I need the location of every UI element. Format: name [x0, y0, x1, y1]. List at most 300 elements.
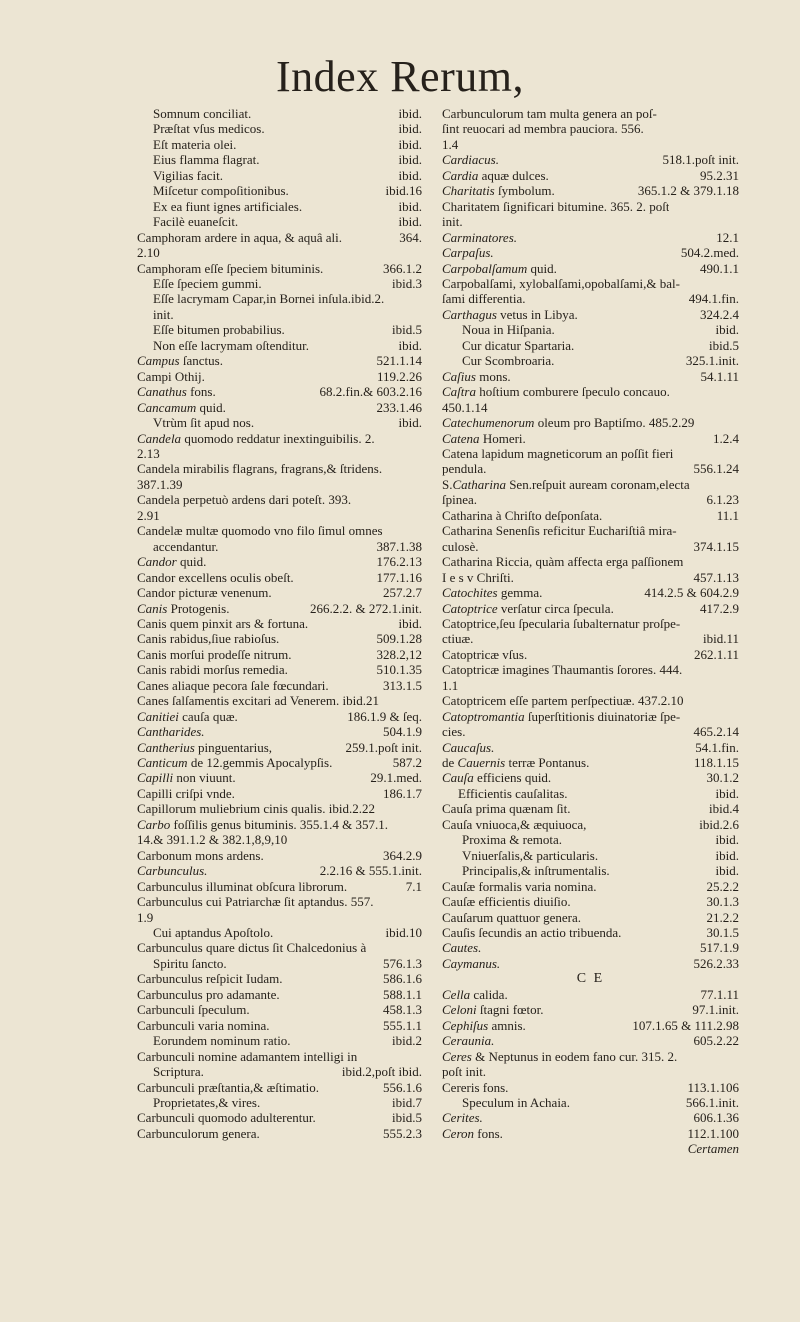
- index-entry: [137, 369, 422, 384]
- entry-words: Facilè euaneſcit.: [153, 214, 239, 230]
- entry-words: ſami differentia.: [442, 291, 526, 307]
- entry-words: ſanctus.: [179, 353, 223, 369]
- entry-reference: ibid.: [715, 847, 739, 863]
- entry-words: Camphoram eſſe ſpeciem bituminis.: [137, 260, 324, 276]
- entry-text: [442, 770, 551, 785]
- entry-words: Catharina Riccia, quàm affecta erga paſſionem: [442, 554, 684, 570]
- entry-text: [137, 678, 329, 693]
- entry-words: quid.: [176, 554, 207, 570]
- entry-text: [442, 662, 682, 677]
- index-entry: [442, 740, 739, 755]
- right-column: [442, 106, 739, 1157]
- entry-keyword: Celoni: [442, 1002, 477, 1018]
- entry-words: Sen.reſpuit auream coronam,electa: [505, 476, 690, 492]
- entry-reference: 186.1.7: [383, 785, 422, 801]
- entry-keyword: Catena: [442, 430, 480, 446]
- entry-text: [153, 1064, 204, 1079]
- entry-text: [153, 307, 174, 322]
- entry-reference: 112.1.100: [687, 1125, 739, 1141]
- entry-text: [442, 415, 694, 430]
- index-entry: [442, 801, 739, 816]
- entry-text: [137, 431, 375, 446]
- index-entry-continuation: [137, 539, 422, 554]
- index-entry: [137, 106, 422, 121]
- index-entry: [442, 1002, 739, 1017]
- entry-text: [137, 1080, 319, 1095]
- entry-words: Catoptricæ vſus.: [442, 646, 528, 662]
- entry-keyword: Caſius: [442, 368, 476, 384]
- index-entry: [137, 183, 422, 198]
- entry-keyword: Carthagus: [442, 306, 497, 322]
- index-entry: [137, 601, 422, 616]
- index-entry: [442, 647, 739, 662]
- entry-keyword: Canticum: [137, 755, 188, 771]
- index-entry: [442, 940, 739, 955]
- entry-text: [442, 245, 494, 260]
- entry-text: [153, 291, 384, 306]
- entry-text: [153, 137, 236, 152]
- entry-words: calida.: [470, 986, 508, 1002]
- index-entry: [137, 678, 422, 693]
- entry-text: [442, 1049, 677, 1064]
- index-entry: [137, 940, 422, 955]
- entry-text: [137, 508, 160, 523]
- index-entry: [137, 492, 422, 507]
- index-entry: [442, 817, 739, 832]
- entry-reference: ibid.: [398, 121, 422, 137]
- entry-reference: ibid.5: [392, 1110, 422, 1126]
- index-entry: [137, 724, 422, 739]
- entry-words: 1.4: [442, 136, 459, 152]
- entry-text: [137, 1126, 260, 1141]
- entry-text: [137, 709, 238, 724]
- entry-reference: 54.1.11: [700, 368, 739, 384]
- entry-reference: 68.2.fin.& 603.2.16: [319, 384, 422, 400]
- entry-text: [153, 121, 265, 136]
- entry-keyword: Charitatis: [442, 183, 495, 199]
- index-entry: [137, 554, 422, 569]
- entry-reference: 313.1.5: [383, 677, 422, 693]
- entry-text: [442, 461, 486, 476]
- entry-text: [462, 322, 555, 337]
- entry-words: 387.1.39: [137, 476, 183, 492]
- entry-text: [153, 1095, 260, 1110]
- entry-words: Canes ſalſamentis excitari ad Venerem. ibid.21: [137, 693, 379, 709]
- entry-text: [137, 369, 205, 384]
- entry-text: [442, 956, 500, 971]
- entry-words: Canis rabidus,ſiue rabioſus.: [137, 631, 280, 647]
- entry-reference: 566.1.init.: [685, 1095, 739, 1110]
- entry-keyword: Canis: [137, 600, 168, 616]
- entry-reference: ibid.: [715, 322, 739, 338]
- index-entry: [137, 199, 422, 214]
- entry-reference: ibid.: [715, 832, 739, 848]
- entry-words: culosè.: [442, 538, 479, 554]
- entry-words: Eſt materia olei.: [153, 136, 237, 152]
- entry-words: Carbunculus reſpicit Iudam.: [137, 971, 283, 987]
- entry-keyword: Candela: [137, 430, 182, 446]
- entry-text: [137, 230, 342, 245]
- entry-words: aquæ dulces.: [478, 167, 549, 183]
- entry-reference: 1.2.4: [713, 430, 739, 446]
- index-entry: [442, 1126, 739, 1141]
- entry-text: [442, 523, 677, 538]
- entry-text: [137, 461, 382, 476]
- entry-words: oleum pro Baptiſmo. 485.2.29: [534, 415, 695, 431]
- entry-text: [462, 1095, 570, 1110]
- index-entry-continuation: [442, 631, 739, 646]
- entry-words: Cui aptandus Apoſtolo.: [153, 925, 274, 941]
- entry-keyword: Cella: [442, 986, 471, 1002]
- entry-reference: ibid.7: [392, 1095, 422, 1110]
- entry-keyword: Carminatores.: [442, 229, 517, 245]
- entry-reference: 262.1.11: [693, 646, 739, 662]
- entry-words: foſſilis genus bituminis. 355.1.4 & 357.1.: [170, 816, 388, 832]
- entry-reference: 457.1.13: [693, 569, 739, 585]
- entry-text: [442, 1110, 483, 1125]
- entry-text: [442, 1002, 543, 1017]
- entry-words: Speculum in Achaia.: [462, 1095, 570, 1110]
- entry-words: Camphoram ardere in aqua, & aquâ ali.: [137, 229, 343, 245]
- entry-words: Candor picturæ venenum.: [137, 585, 272, 601]
- entry-text: [137, 446, 160, 461]
- entry-keyword: Cerites.: [442, 1110, 483, 1126]
- entry-text: [137, 879, 347, 894]
- index-entry: [137, 461, 422, 476]
- entry-words: Catharina à Chriſto deſponſata.: [442, 507, 603, 523]
- index-entry: [137, 276, 422, 291]
- entry-text: [442, 631, 473, 646]
- entry-words: Carbunculorum genera.: [137, 1125, 260, 1141]
- index-entry: [442, 1080, 739, 1095]
- entry-words: hoſtium comburere ſpeculo concauo.: [475, 384, 670, 400]
- entry-text: [442, 1064, 486, 1079]
- entry-reference: 77.1.11: [700, 986, 739, 1002]
- entry-text: [442, 570, 514, 585]
- entry-reference: 518.1.poſt init.: [662, 152, 739, 168]
- entry-keyword: Catochites: [442, 585, 498, 601]
- entry-text: [153, 925, 273, 940]
- entry-text: [153, 322, 285, 337]
- entry-reference: 266.2.2. & 272.1.init.: [310, 600, 422, 616]
- entry-reference: 176.2.13: [376, 554, 422, 570]
- entry-text: [442, 1033, 494, 1048]
- entry-reference: 11.1: [716, 507, 739, 523]
- index-entry: [442, 770, 739, 785]
- index-entry: [442, 894, 739, 909]
- entry-reference: 364.2.9: [383, 847, 422, 863]
- entry-words: Cur dicatur Spartaria.: [462, 337, 575, 353]
- entry-text: [442, 554, 683, 569]
- index-entry-continuation: [137, 508, 422, 523]
- entry-text: [153, 183, 289, 198]
- entry-keyword: Ceron: [442, 1125, 475, 1141]
- entry-words: Capilli criſpi vnde.: [137, 785, 235, 801]
- index-entry: [442, 910, 739, 925]
- entry-reference: ibid.: [398, 167, 422, 183]
- entry-words: pendula.: [442, 461, 487, 477]
- entry-words: Proprietates,& vires.: [153, 1095, 261, 1110]
- entry-words: Cauſa vniuoca,& æquiuoca,: [442, 816, 587, 832]
- entry-words: Cauſarum quattuor genera.: [442, 909, 581, 925]
- entry-reference: ibid.2.6: [699, 816, 739, 832]
- index-entry: [442, 353, 739, 368]
- entry-keyword: Campus: [137, 353, 180, 369]
- entry-text: [462, 353, 554, 368]
- entry-reference: 186.1.9 & ſeq.: [347, 708, 422, 724]
- index-entry: [442, 477, 739, 492]
- entry-text: [442, 987, 508, 1002]
- entry-words: Homeri.: [479, 430, 526, 446]
- entry-keyword: Catoptrice: [442, 600, 498, 616]
- entry-reference: 417.2.9: [700, 600, 739, 616]
- entry-reference: 25.2.2: [706, 878, 739, 894]
- entry-reference: 259.1.poſt init.: [345, 739, 422, 755]
- index-entry: [137, 1095, 422, 1110]
- index-entry: [137, 693, 422, 708]
- entry-words: Carbunculus pro adamante.: [137, 986, 280, 1002]
- index-entry: [137, 322, 422, 337]
- entry-reference: ibid.: [398, 136, 422, 152]
- index-entry: [442, 183, 739, 198]
- entry-reference: 414.2.5 & 604.2.9: [644, 585, 739, 601]
- entry-text: [137, 971, 283, 986]
- entry-text: [442, 740, 494, 755]
- entry-reference: 97.1.init.: [692, 1002, 739, 1018]
- index-entry: [137, 1018, 422, 1033]
- entry-words: Præſtat vſus medicos.: [153, 121, 265, 137]
- entry-keyword: Cardia: [442, 167, 479, 183]
- index-entry: [137, 1080, 422, 1095]
- entry-words: Eſſe bitumen probabilius.: [153, 322, 285, 338]
- entry-keyword: Catharina: [452, 476, 506, 492]
- entry-text: [458, 786, 568, 801]
- entry-words: Catoptricem eſſe partem perſpectiuæ. 437.2.10: [442, 693, 684, 709]
- entry-text: [442, 801, 571, 816]
- entry-words: Eius flamma flagrat.: [153, 152, 260, 168]
- entry-reference: 12.1: [716, 229, 739, 245]
- entry-text: [442, 693, 684, 708]
- entry-reference: ibid.2: [392, 1033, 422, 1049]
- entry-text: [442, 152, 499, 167]
- entry-text: [442, 307, 578, 322]
- index-entry: [442, 863, 739, 878]
- entry-text: [153, 956, 227, 971]
- entry-words: accendantur.: [153, 538, 219, 554]
- entry-words: init.: [442, 214, 463, 230]
- entry-text: [137, 662, 288, 677]
- entry-words: Cereris fons.: [442, 1079, 509, 1095]
- entry-text: [137, 724, 205, 739]
- entry-reference: 586.1.6: [383, 971, 422, 987]
- entry-reference: 54.1.fin.: [695, 739, 739, 755]
- entry-words: amnis.: [488, 1017, 526, 1033]
- entry-text: [442, 261, 557, 276]
- index-entry: [137, 400, 422, 415]
- entry-words: Cauſa prima quænam ſit.: [442, 801, 571, 817]
- entry-reference: ibid.4: [709, 801, 739, 817]
- index-entry: [137, 152, 422, 167]
- entry-keyword: Carpaſus.: [442, 245, 494, 261]
- index-entry: [442, 585, 739, 600]
- entry-words: gemma.: [497, 585, 543, 601]
- entry-text: [442, 925, 621, 940]
- entry-reference: ibid.: [398, 152, 422, 168]
- entry-keyword: Cardiacus.: [442, 152, 499, 168]
- index-entry-continuation: [442, 724, 739, 739]
- index-entry: [137, 431, 422, 446]
- entry-reference: 510.1.35: [376, 662, 422, 678]
- entry-reference: 587.2: [392, 755, 422, 771]
- entry-words: Candela perpetuò ardens dari poteſt. 393.: [137, 492, 352, 508]
- entry-reference: 2.2.16 & 555.1.init.: [319, 863, 422, 879]
- entry-words: fons.: [186, 384, 216, 400]
- entry-reference: ibid.5: [392, 322, 422, 338]
- entry-text: [137, 1018, 270, 1033]
- entry-words: Charitatem ſignificari bitumine. 365. 2. poſt: [442, 198, 670, 214]
- entry-reference: 257.2.7: [383, 585, 422, 601]
- index-entry: [442, 1095, 739, 1110]
- index-entry-continuation: [442, 1064, 739, 1079]
- entry-words: Candor excellens oculis obeſt.: [137, 569, 294, 585]
- entry-words: Cauſæ formalis varia nomina.: [442, 878, 597, 894]
- index-entry: [442, 1049, 739, 1064]
- entry-text: [137, 631, 279, 646]
- index-entry: [442, 307, 739, 322]
- entry-text: [137, 554, 206, 569]
- entry-words: ſint reuocari ad membra pauciora. 556.: [442, 121, 644, 137]
- entry-text: [137, 910, 153, 925]
- entry-text: [442, 678, 458, 693]
- entry-words: Carbunculus illuminat obſcura librorum.: [137, 878, 348, 894]
- index-entry-continuation: [137, 446, 422, 461]
- index-entry: [137, 384, 422, 399]
- entry-reference: 504.2.med.: [680, 245, 739, 261]
- entry-text: [137, 1002, 250, 1017]
- entry-text: [442, 894, 571, 909]
- entry-words: ſuperſtitionis diuinatoriæ ſpe-: [524, 708, 681, 724]
- catchword: Certamen: [687, 1141, 739, 1157]
- entry-reference: 7.1: [405, 878, 422, 894]
- entry-reference: 21.2.2: [706, 909, 739, 925]
- entry-text: [442, 539, 478, 554]
- index-entry: [137, 214, 422, 229]
- entry-text: [153, 214, 238, 229]
- entry-words: Cauſæ efficientis diuiſio.: [442, 894, 571, 910]
- entry-keyword: Carbo: [137, 816, 171, 832]
- entry-text: [442, 446, 673, 461]
- entry-text: [442, 400, 488, 415]
- entry-text: [442, 477, 690, 492]
- index-entry: [442, 523, 739, 538]
- entry-reference: 365.1.2 & 379.1.18: [637, 183, 739, 199]
- index-entry-continuation: [442, 570, 739, 585]
- index-entry: [442, 276, 739, 291]
- entry-reference: 113.1.106: [687, 1079, 739, 1095]
- entry-text: [137, 616, 308, 631]
- entry-reference: ibid.: [398, 337, 422, 353]
- entry-text: [153, 106, 251, 121]
- index-entry: [442, 925, 739, 940]
- entry-text: [137, 523, 383, 538]
- entry-words: terræ Pontanus.: [505, 755, 590, 771]
- index-entry: [137, 121, 422, 136]
- entry-words: 2.13: [137, 445, 160, 461]
- entry-keyword: Caucaſus.: [442, 739, 495, 755]
- entry-reference: 119.2.26: [376, 368, 422, 384]
- index-entry-continuation: [137, 910, 422, 925]
- index-entry: [442, 415, 739, 430]
- index-entry: [137, 786, 422, 801]
- entry-text: [442, 214, 463, 229]
- entry-text: [137, 585, 272, 600]
- index-entry: [442, 956, 739, 971]
- index-entry-continuation: [137, 956, 422, 971]
- entry-words: Scriptura.: [153, 1064, 204, 1080]
- entry-text: [442, 910, 581, 925]
- entry-text: [462, 848, 598, 863]
- entry-words: Vniuerſalis,& particularis.: [462, 847, 599, 863]
- entry-keyword: Candor: [137, 554, 177, 570]
- entry-reference: 526.2.33: [693, 955, 739, 971]
- index-entry: [137, 353, 422, 368]
- entry-words: non viuunt.: [173, 770, 236, 786]
- entry-text: [137, 477, 183, 492]
- entry-keyword: Cephiſus: [442, 1017, 489, 1033]
- entry-reference: 6.1.23: [706, 492, 739, 508]
- index-entry: [442, 261, 739, 276]
- index-entry: [442, 848, 739, 863]
- entry-text: [153, 152, 260, 167]
- entry-reference: 465.2.14: [693, 724, 739, 740]
- entry-text: [137, 740, 272, 755]
- entry-words: ſtagni fœtor.: [476, 1002, 544, 1018]
- index-entry: [137, 585, 422, 600]
- entry-text: [137, 1110, 316, 1125]
- index-entry: [137, 261, 422, 276]
- entry-words: 1.9: [137, 909, 154, 925]
- index-entry: [137, 987, 422, 1002]
- index-entry: [137, 709, 422, 724]
- entry-reference: ibid.: [715, 863, 739, 879]
- entry-text: [137, 492, 351, 507]
- index-entry: [137, 523, 422, 538]
- entry-text: [442, 230, 517, 245]
- entry-keyword: Ceraunia.: [442, 1033, 495, 1049]
- entry-words: Capillorum muliebrium cinis qualis. ibid.2.22: [137, 801, 375, 817]
- entry-words: I e s v Chriſti.: [442, 569, 514, 585]
- entry-text: [442, 431, 526, 446]
- entry-words: 2.91: [137, 507, 160, 523]
- index-entry: [137, 1002, 422, 1017]
- entry-text: [442, 106, 657, 121]
- index-entry-continuation: [442, 492, 739, 507]
- entry-text: [137, 786, 235, 801]
- entry-words: verſatur circa ſpecula.: [497, 600, 614, 616]
- entry-keyword: Caymanus.: [442, 955, 501, 971]
- index-entry: [137, 848, 422, 863]
- entry-words: 2.10: [137, 245, 160, 261]
- entry-keyword: Cautes.: [442, 940, 482, 956]
- index-entry: [137, 817, 422, 832]
- entry-words: Candelæ multæ quomodo vno filo ſimul omnes: [137, 523, 383, 539]
- entry-text: [153, 199, 302, 214]
- entry-words: Carbunculus cui Patriarchæ ſit aptandus. 557.: [137, 894, 374, 910]
- entry-words: Eorundem nominum ratio.: [153, 1033, 291, 1049]
- entry-text: [442, 1080, 508, 1095]
- entry-reference: 490.1.1: [700, 260, 739, 276]
- index-entry: [442, 601, 739, 616]
